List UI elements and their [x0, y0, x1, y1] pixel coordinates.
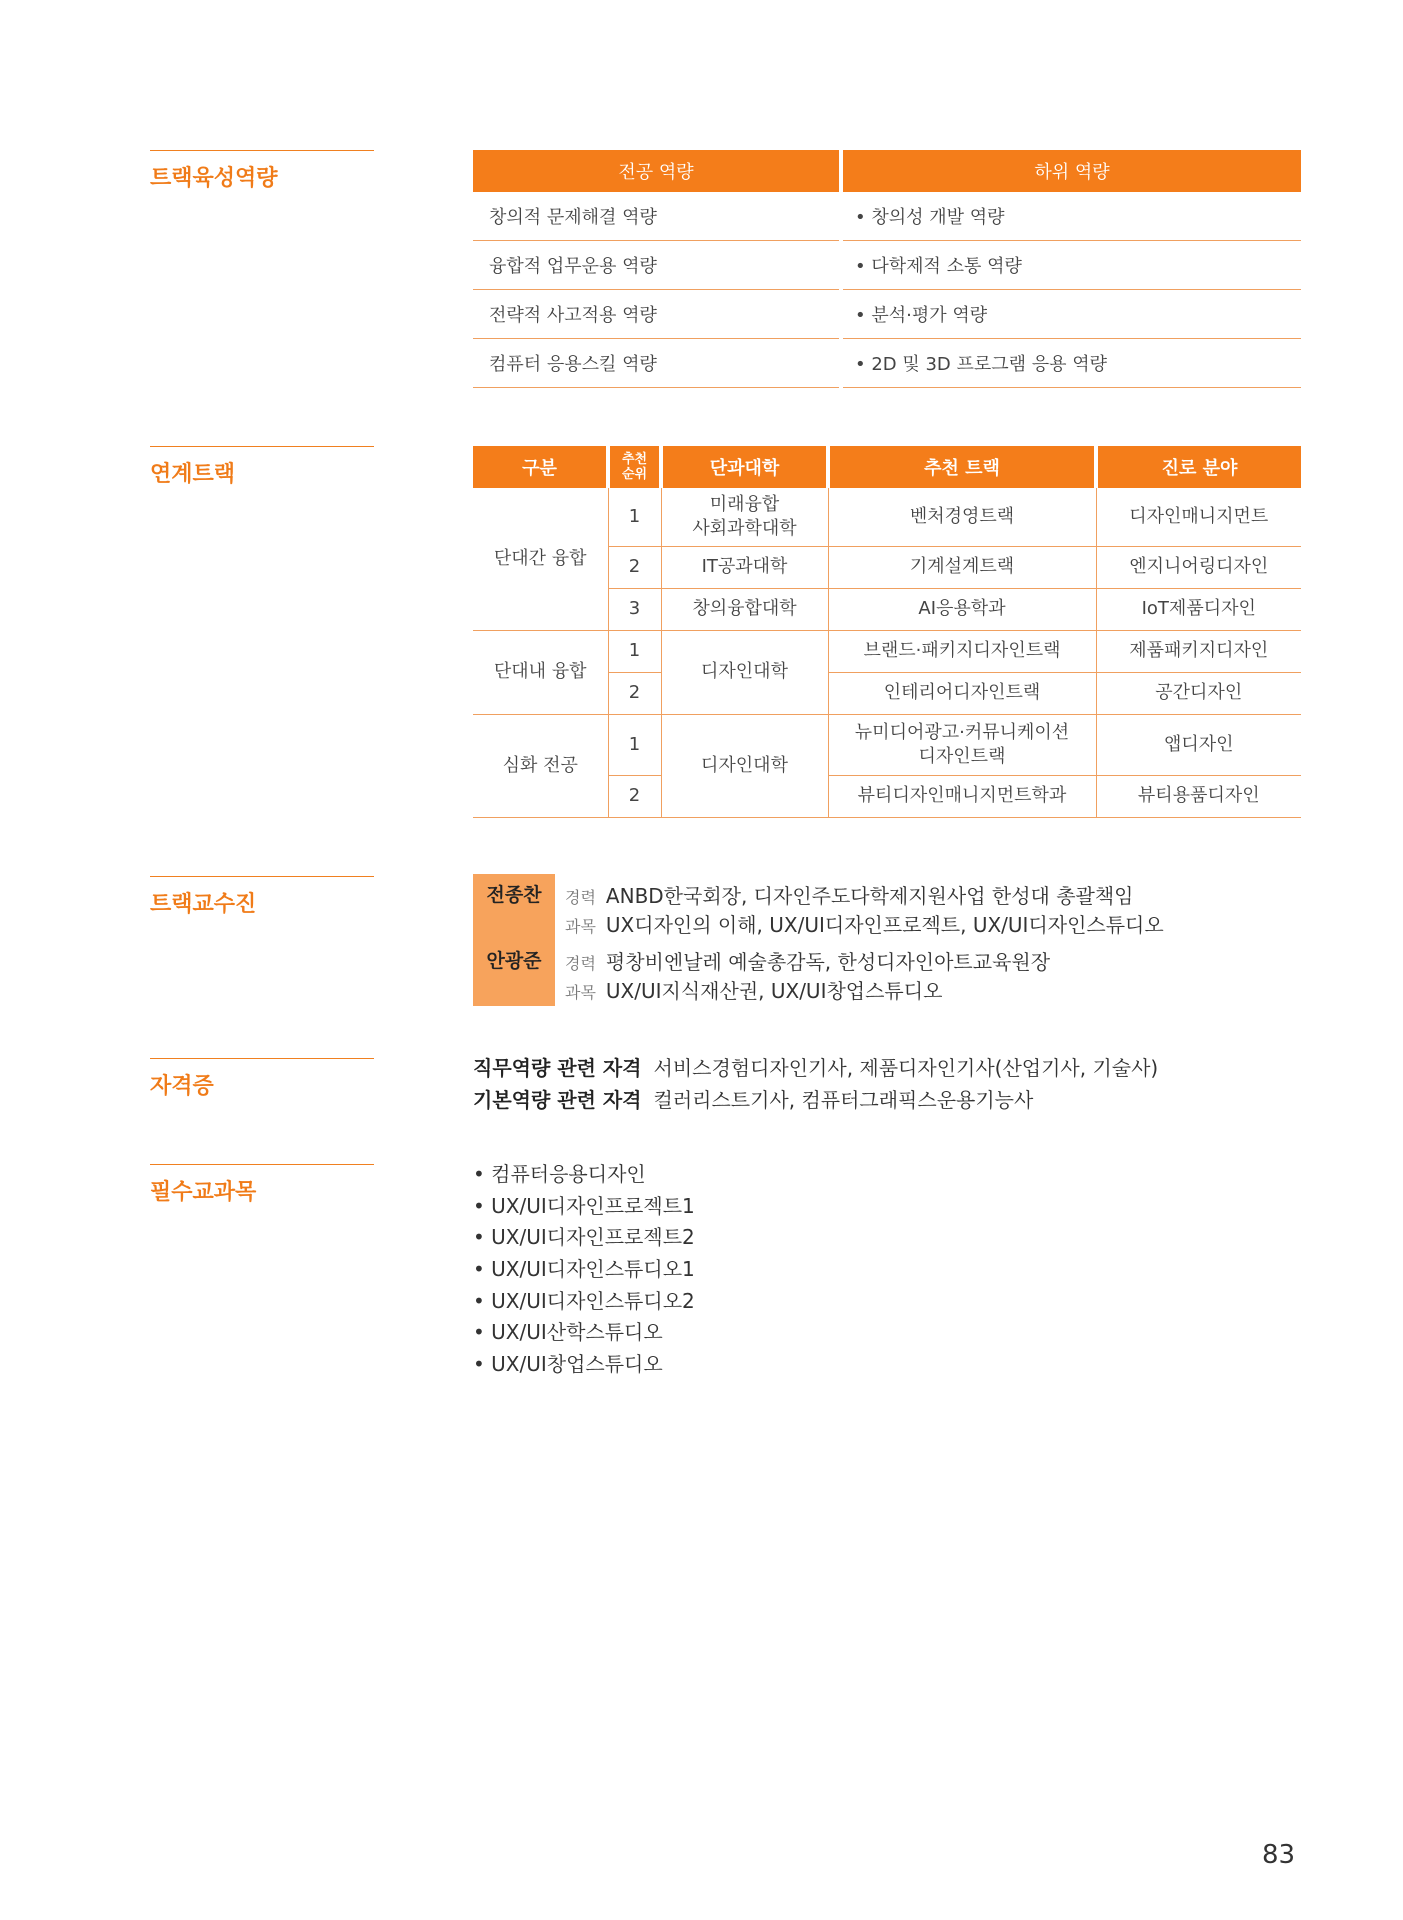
header-track: 추천 트랙: [828, 446, 1096, 488]
rank-cell: 1: [608, 630, 661, 672]
list-item: • 컴퓨터응용디자인: [473, 1162, 646, 1186]
career-tag: 경력: [565, 888, 596, 907]
major-competency-cell: 전략적 사고적용 역량: [473, 290, 839, 339]
track-cell: 벤처경영트랙: [828, 488, 1096, 546]
table-row: [473, 488, 1301, 546]
career-cell: 제품패키지디자인: [1096, 630, 1301, 672]
sub-competency-cell: • 2D 및 3D 프로그램 응용 역량: [843, 339, 1301, 388]
table-row: [473, 339, 1301, 388]
linked-track-table: [473, 446, 1301, 818]
certificate-value: 컬러리스트기사, 컴퓨터그래픽스운용기능사: [653, 1088, 1034, 1112]
certificate-list: [473, 1052, 1158, 1116]
required-course-list: [473, 1158, 695, 1380]
table-row: [473, 290, 1301, 339]
sub-competency-cell: • 창의성 개발 역량: [843, 192, 1301, 241]
header-college: 단과대학: [661, 446, 828, 488]
sub-competency-cell: • 분석·평가 역량: [843, 290, 1301, 339]
competency-table: [473, 150, 1301, 388]
certificate-label: 기본역량 관련 자격: [473, 1088, 642, 1112]
section-title-linked-tracks: 연계트랙: [150, 446, 374, 488]
career-text: ANBD한국회장, 디자인주도다학제지원사업 한성대 총괄책임: [605, 884, 1134, 908]
rank-cell: 2: [608, 672, 661, 714]
career-cell: 뷰티용품디자인: [1096, 775, 1301, 817]
certificate-line: [473, 1052, 1158, 1084]
professor-name: 안광준: [486, 950, 542, 972]
course-text: UX디자인의 이해, UX/UI디자인프로젝트, UX/UI디자인스튜디오: [605, 913, 1164, 937]
career-cell: 앱디자인: [1096, 714, 1301, 775]
college-cell: 디자인대학: [661, 714, 828, 817]
list-item: • UX/UI디자인프로젝트1: [473, 1193, 695, 1218]
group-name: 심화 전공: [473, 714, 608, 817]
major-competency-cell: 창의적 문제해결 역량: [473, 192, 839, 241]
track-cell: 뉴미디어광고·커뮤니케이션 디자인트랙: [828, 714, 1096, 775]
track-cell: 기계설계트랙: [828, 546, 1096, 588]
career-cell: IoT제품디자인: [1096, 588, 1301, 630]
header-category: 구분: [473, 446, 608, 488]
college-cell: 창의융합대학: [661, 588, 828, 630]
section-title-professors: 트랙교수진: [150, 876, 374, 918]
list-item: • UX/UI디자인스튜디오1: [473, 1257, 695, 1282]
professor-name: 전종찬: [486, 884, 542, 906]
college-cell: 디자인대학: [661, 630, 828, 714]
section-title-certs: 자격증: [150, 1058, 374, 1100]
list-item: • UX/UI창업스튜디오: [473, 1352, 663, 1377]
course-text: UX/UI지식재산권, UX/UI창업스튜디오: [605, 979, 943, 1003]
header-major-competency: 전공 역량: [473, 150, 839, 192]
group-name: 단대간 융합: [473, 488, 608, 630]
certificate-label: 직무역량 관련 자격: [473, 1056, 642, 1080]
career-text: 평창비엔날레 예술총감독, 한성디자인아트교육원장: [605, 950, 1051, 974]
section-title-required-courses: 필수교과목: [150, 1164, 374, 1206]
track-cell: AI응용학과: [828, 588, 1096, 630]
career-tag: 경력: [565, 954, 596, 973]
certificate-line: [473, 1084, 1158, 1116]
rank-cell: 1: [608, 488, 661, 546]
professor-career-line: [565, 880, 1133, 909]
track-cell: 뷰티디자인매니지먼트학과: [828, 775, 1096, 817]
group-name: 단대내 융합: [473, 630, 608, 714]
rank-cell: 3: [608, 588, 661, 630]
linked-header-row: [473, 446, 1301, 488]
list-item: • UX/UI디자인프로젝트2: [473, 1225, 695, 1250]
table-row: [473, 241, 1301, 290]
rank-cell: 2: [608, 775, 661, 817]
major-competency-cell: 융합적 업무운용 역량: [473, 241, 839, 290]
professor-career-line: [565, 946, 1050, 975]
career-cell: 공간디자인: [1096, 672, 1301, 714]
table-row: [473, 714, 1301, 775]
certificate-value: 서비스경험디자인기사, 제품디자인기사(산업기사, 기술사): [653, 1056, 1159, 1080]
professor-course-line: [565, 909, 1164, 938]
track-cell: 브랜드·패키지디자인트랙: [828, 630, 1096, 672]
list-item: • UX/UI디자인스튜디오2: [473, 1288, 695, 1313]
college-cell: IT공과대학: [661, 546, 828, 588]
header-sub-competency: 하위 역량: [843, 150, 1301, 192]
header-career: 진로 분야: [1096, 446, 1301, 488]
section-title-competency: 트랙육성역량: [150, 150, 374, 192]
competency-header-row: [473, 150, 1301, 192]
professor-course-line: [565, 975, 942, 1004]
track-cell: 인테리어디자인트랙: [828, 672, 1096, 714]
college-cell: 미래융합 사회과학대학: [661, 488, 828, 546]
page-number: 83: [1262, 1840, 1296, 1870]
table-row: [473, 192, 1301, 241]
career-cell: 디자인매니지먼트: [1096, 488, 1301, 546]
course-tag: 과목: [565, 983, 596, 1002]
career-cell: 엔지니어링디자인: [1096, 546, 1301, 588]
major-competency-cell: 컴퓨터 응용스킬 역량: [473, 339, 839, 388]
header-rank: 추천 순위: [608, 446, 661, 488]
table-row: [473, 630, 1301, 672]
sub-competency-cell: • 다학제적 소통 역량: [843, 241, 1301, 290]
list-item: • UX/UI산학스튜디오: [473, 1320, 663, 1345]
rank-cell: 1: [608, 714, 661, 775]
course-tag: 과목: [565, 917, 596, 936]
rank-cell: 2: [608, 546, 661, 588]
